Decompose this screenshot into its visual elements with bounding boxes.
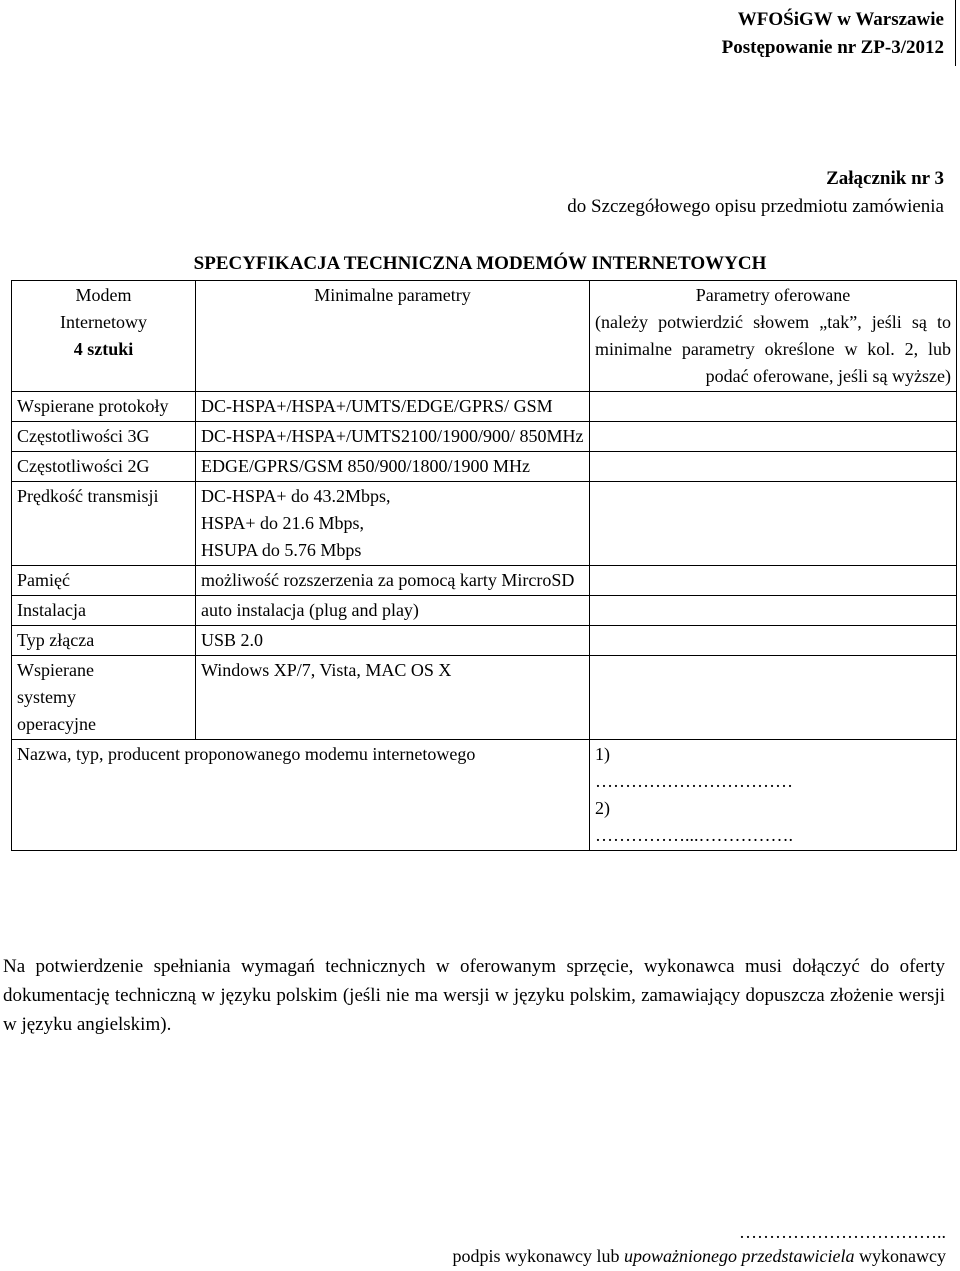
row-label: Częstotliwości 2G (12, 452, 196, 482)
signature-caption: podpis wykonawcy lub upoważnionego przedstawiciela wykonawcy (452, 1246, 946, 1266)
table-row (12, 392, 957, 422)
annex-subtitle: do Szczegółowego opisu przedmiotu zamówienia (567, 196, 944, 217)
row-min-value: DC-HSPA+/HSPA+/UMTS/EDGE/GPRS/ GSM (196, 392, 590, 422)
row-min-value: auto instalacja (plug and play) (196, 596, 590, 626)
spec-title: SPECYFIKACJA TECHNICZNA MODEMÓW INTERNETOWYCH (193, 253, 767, 274)
annex-heading (567, 165, 944, 221)
organization-name: WFOŚiGW w Warszawie (737, 9, 944, 30)
header-minimal-params: Minimalne parametry (196, 281, 590, 392)
row-label: Pamięć (12, 566, 196, 596)
table-row (12, 626, 957, 656)
row-label: Wspierane protokoły (12, 392, 196, 422)
name-row (12, 740, 957, 851)
offered-cell[interactable] (590, 392, 957, 422)
row-label: Typ złącza (12, 626, 196, 656)
annex-title: Załącznik nr 3 (826, 168, 944, 189)
row-min-value: DC-HSPA+ do 43.2Mbps, HSPA+ do 21.6 Mbps, HSUPA do 5.76 Mbps (196, 482, 590, 566)
offered-cell[interactable] (590, 482, 957, 566)
table-row (12, 452, 957, 482)
offered-cell[interactable] (590, 422, 957, 452)
table-header-row (12, 281, 957, 392)
table-row (12, 482, 957, 566)
offered-cell[interactable] (590, 656, 957, 740)
row-label: Prędkość transmisji (12, 482, 196, 566)
table-row (12, 596, 957, 626)
name-row-label: Nazwa, typ, producent proponowanego modemu internetowego (12, 740, 590, 851)
confirmation-note: Na potwierdzenie spełniania wymagań technicznych w oferowanym sprzęcie, wykonawca musi dołączyć do oferty dokumentację techniczną w języku polskim (jeśli nie ma wersji w języku polskim, zamawiający dopuszcza złożenie wersji w języku angielskim). (3, 956, 945, 1035)
row-min-value: Windows XP/7, Vista, MAC OS X (196, 656, 590, 740)
header-offered-params: Parametry oferowane (należy potwierdzić słowem „tak”, jeśli są to minimalne parametry określone w kol. 2, lub podać oferowane, jeśli są wyższe) (590, 281, 957, 392)
answer-2-field[interactable]: ……………...……………. (595, 825, 793, 845)
row-label: Instalacja (12, 596, 196, 626)
table-row (12, 422, 957, 452)
offered-cell[interactable] (590, 452, 957, 482)
offered-cell[interactable] (590, 566, 957, 596)
answer-2-number: 2) (595, 798, 610, 818)
row-label: Wspierane systemy operacyjne (12, 656, 196, 740)
table-row (12, 566, 957, 596)
name-row-answers[interactable] (590, 740, 957, 851)
spec-table (11, 280, 957, 851)
row-min-value: DC-HSPA+/HSPA+/UMTS2100/1900/900/ 850MHz (196, 422, 590, 452)
row-label: Częstotliwości 3G (12, 422, 196, 452)
row-min-value: USB 2.0 (196, 626, 590, 656)
offered-cell[interactable] (590, 596, 957, 626)
row-min-value: możliwość rozszerzenia za pomocą karty MircroSD (196, 566, 590, 596)
header-modem: Modem Internetowy 4 sztuki (12, 281, 196, 392)
document-header (722, 6, 944, 62)
table-row (12, 656, 957, 740)
signature-line[interactable]: …………………………….. (739, 1222, 946, 1242)
row-min-value: EDGE/GPRS/GSM 850/900/1800/1900 MHz (196, 452, 590, 482)
header-rule (955, 0, 956, 66)
answer-1-field[interactable]: …………………………… (595, 771, 793, 791)
offered-cell[interactable] (590, 626, 957, 656)
answer-1-number: 1) (595, 744, 610, 764)
case-number: Postępowanie nr ZP-3/2012 (721, 37, 944, 58)
